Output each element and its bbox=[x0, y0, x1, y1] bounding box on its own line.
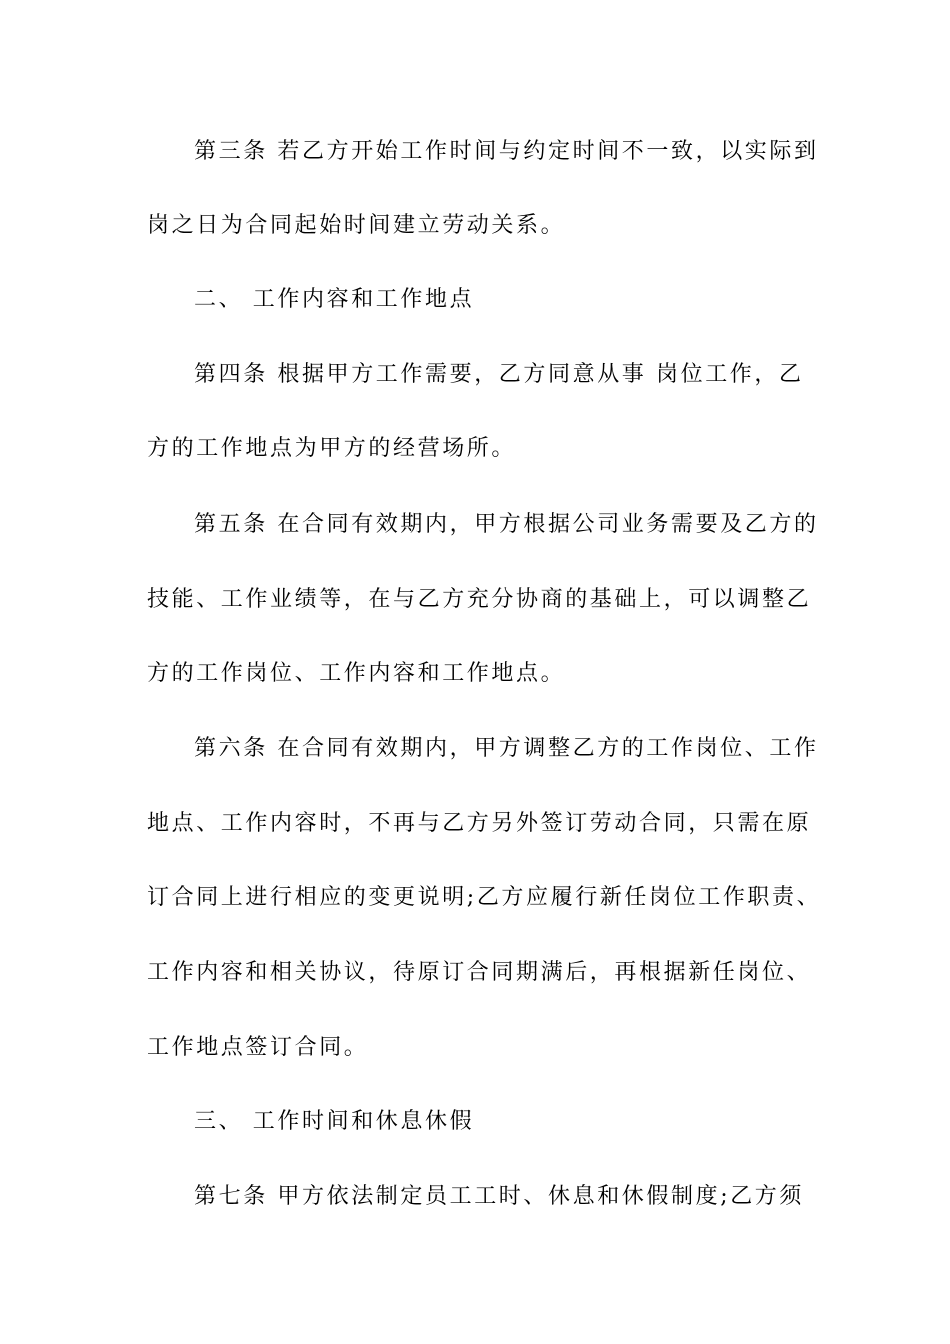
article-4-line-1: 第四条 根据甲方工作需要，乙方同意从事 岗位工作，乙 bbox=[194, 362, 804, 387]
article-6-line-1: 第六条 在合同有效期内，甲方调整乙方的工作岗位、工作 bbox=[194, 736, 819, 761]
article-3-line-1: 第三条 若乙方开始工作时间与约定时间不一致，以实际到 bbox=[194, 139, 819, 164]
section-2-heading: 二、 工作内容和工作地点 bbox=[194, 287, 475, 312]
article-5-line-3: 方的工作岗位、工作内容和工作地点。 bbox=[147, 661, 566, 686]
article-5-line-1: 第五条 在合同有效期内，甲方根据公司业务需要及乙方的 bbox=[194, 512, 819, 537]
article-6-line-5: 工作地点签订合同。 bbox=[147, 1035, 369, 1060]
section-3-heading: 三、 工作时间和休息休假 bbox=[194, 1109, 475, 1134]
article-3-line-2: 岗之日为合同起始时间建立劳动关系。 bbox=[147, 213, 566, 238]
article-4-line-2: 方的工作地点为甲方的经营场所。 bbox=[147, 436, 517, 461]
article-6-line-4: 工作内容和相关协议，待原订合同期满后，再根据新任岗位、 bbox=[147, 960, 812, 985]
article-6-line-2: 地点、工作内容时，不再与乙方另外签订劳动合同，只需在原 bbox=[147, 811, 812, 836]
article-6-line-3: 订合同上进行相应的变更说明;乙方应履行新任岗位工作职责、 bbox=[147, 885, 822, 910]
article-5-line-2: 技能、工作业绩等，在与乙方充分协商的基础上，可以调整乙 bbox=[147, 587, 812, 612]
article-7-line-1: 第七条 甲方依法制定员工工时、休息和休假制度;乙方须 bbox=[194, 1184, 805, 1209]
